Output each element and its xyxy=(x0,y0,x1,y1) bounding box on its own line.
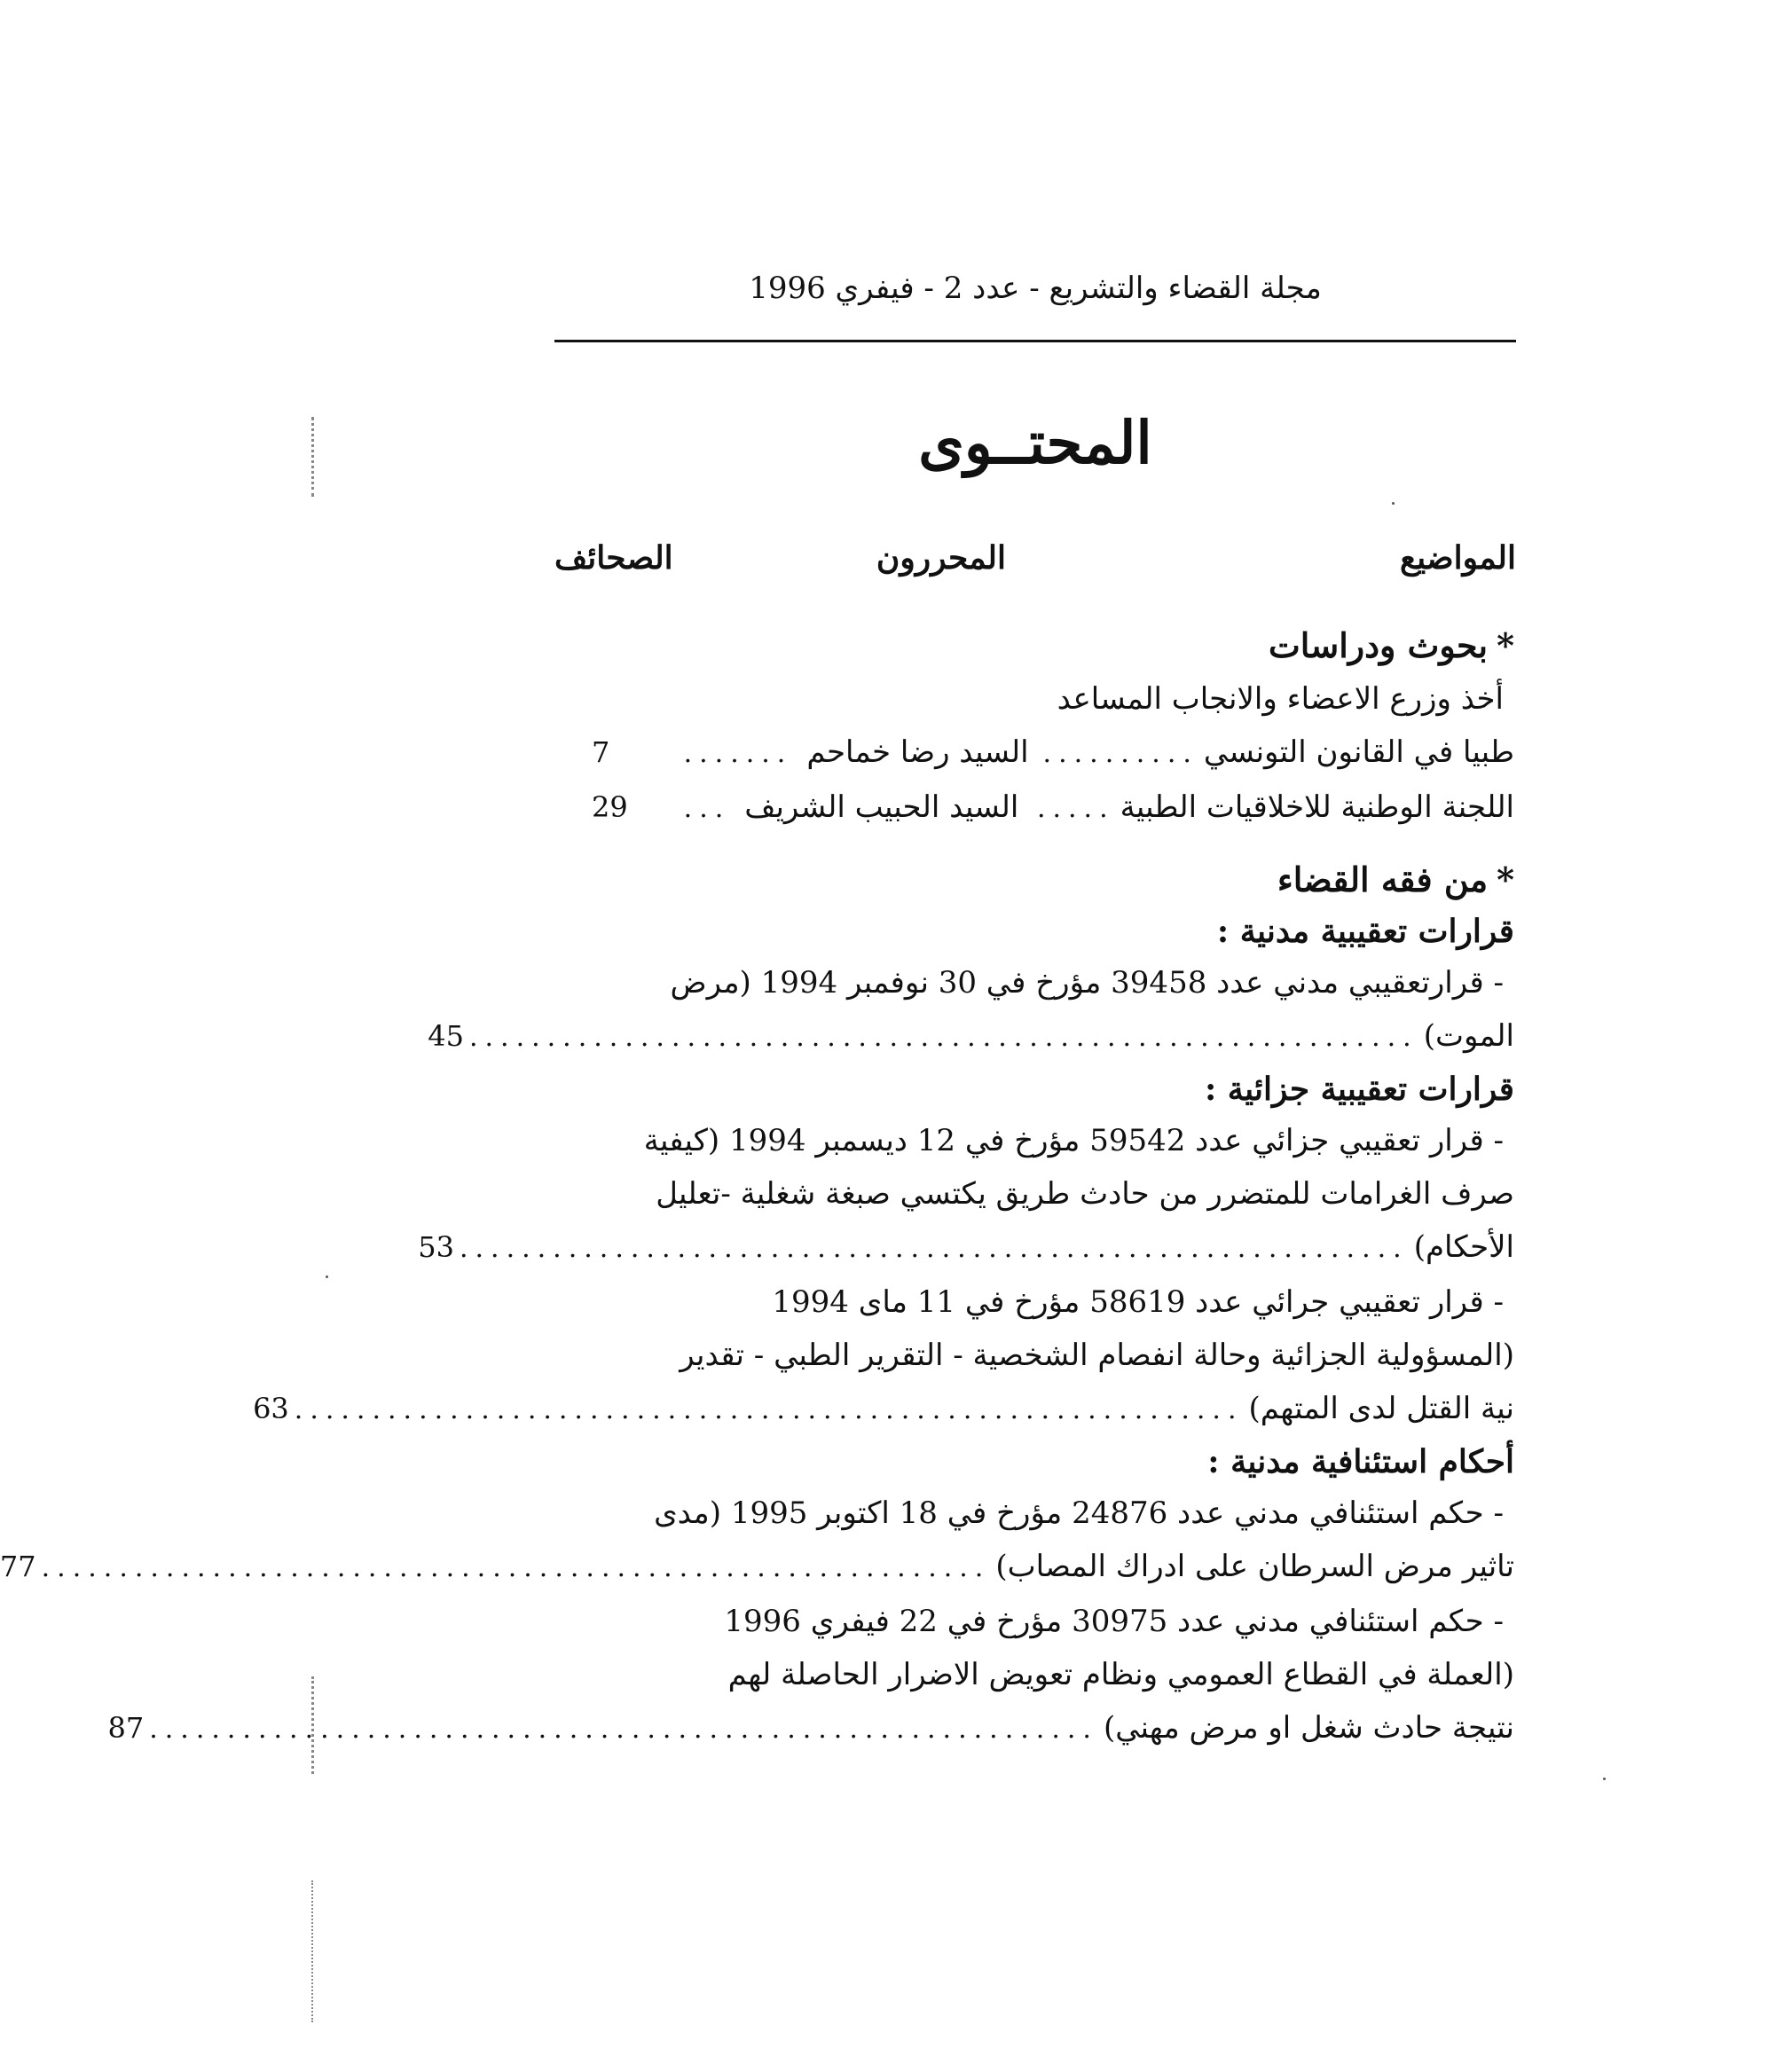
scan-speck xyxy=(326,1275,328,1278)
entry-title: اللجنة الوطنية للاخلاقيات الطبية xyxy=(1120,789,1514,825)
dot-leader: ... xyxy=(683,793,731,824)
toc-entry xyxy=(253,1382,1514,1437)
dot-leader: ............................................................. xyxy=(468,1022,1418,1053)
entry-author: السيد الحبيب الشريف xyxy=(744,789,1019,825)
page-number: 29 xyxy=(591,790,628,824)
toc-entry-line: - حكم استئنافي مدني عدد 30975 مؤرخ في 22 فيفري 1996 xyxy=(724,1604,1504,1639)
column-topics: المواضيع xyxy=(1400,539,1516,577)
column-editors: المحررون xyxy=(876,539,1006,577)
toc-entry xyxy=(592,726,1514,781)
dot-leader: ............................................................. xyxy=(294,1394,1244,1425)
entry-author: السيد رضا خماحم xyxy=(806,734,1029,770)
page-number: 53 xyxy=(418,1230,454,1264)
toc-entry-line: - قرارتعقيبي مدني عدد 39458 مؤرخ في 30 نوفمبر 1994 (مرض xyxy=(670,965,1504,1001)
subsection-civil-appeal: أحكام استئنافية مدنية : xyxy=(1207,1443,1514,1480)
page-number: 87 xyxy=(107,1711,145,1745)
entry-title: الأحكام) xyxy=(1413,1229,1514,1265)
scan-speck xyxy=(1392,502,1395,505)
dot-leader: ............................................................. xyxy=(41,1552,991,1583)
page-number: 63 xyxy=(253,1392,289,1425)
column-headers xyxy=(554,539,1516,593)
toc-entry xyxy=(428,1009,1514,1064)
dot-leader: .......... xyxy=(1042,738,1198,769)
toc-entry-line: - قرار تعقيبي جزائي عدد 59542 مؤرخ في 12 ديسمبر 1994 (كيفية xyxy=(643,1123,1504,1158)
section-heading-research: *بحوث ودراسات xyxy=(1269,625,1514,665)
dot-leader: ............................................................. xyxy=(149,1714,1098,1745)
page-title: المحتــوى xyxy=(918,408,1152,477)
toc-entry-line: صرف الغرامات للمتضرر من حادث طريق يكتسي صبغة شغلية -تعليل xyxy=(656,1176,1514,1212)
entry-title: تاثير مرض السرطان على ادراك المصاب) xyxy=(995,1549,1514,1584)
page-number: 77 xyxy=(0,1550,36,1583)
toc-entry xyxy=(107,1701,1514,1756)
contents-body xyxy=(0,612,1514,1756)
dot-leader: ..... xyxy=(1036,793,1115,824)
toc-entry-line: أخذ وزرع الاعضاء والانجاب المساعد xyxy=(1057,681,1504,717)
journal-header: مجلة القضاء والتشريع - عدد 2 - فيفري 1996 xyxy=(749,271,1322,306)
subsection-penal-cassation: قرارات تعقيبية جزائية : xyxy=(1204,1071,1514,1108)
toc-entry xyxy=(0,1540,1514,1595)
page-number: 7 xyxy=(592,735,610,769)
entry-title: نية القتل لدى المتهم) xyxy=(1248,1391,1514,1426)
subsection-civil-cassation: قرارات تعقيبية مدنية : xyxy=(1216,913,1514,950)
scan-speck xyxy=(1603,1778,1606,1780)
toc-entry-line: - قرار تعقيبي جرائي عدد 58619 مؤرخ في 11 ماى 1994 xyxy=(772,1284,1504,1320)
dot-leader: ............................................................. xyxy=(459,1233,1409,1264)
toc-entry xyxy=(418,1220,1514,1275)
scan-margin-dots xyxy=(311,417,326,497)
section-heading-jurisprudence: *من فقه القضاء xyxy=(1277,859,1514,899)
toc-entry-line: (العملة في القطاع العمومي ونظام تعويض الاضرار الحاصلة لهم xyxy=(727,1657,1514,1692)
column-pages: الصحائف xyxy=(554,539,673,577)
scan-margin-dots xyxy=(311,1880,326,2022)
toc-entry-line: (المسؤولية الجزائية وحالة انفصام الشخصية - التقرير الطبي - تقدير xyxy=(680,1338,1514,1373)
entry-title: طبيا في القانون التونسي xyxy=(1203,734,1514,770)
page-number: 45 xyxy=(428,1019,464,1053)
entry-title: نتيجة حادث شغل او مرض مهني) xyxy=(1103,1710,1514,1746)
toc-entry xyxy=(592,781,1514,836)
entry-title: الموت) xyxy=(1423,1018,1514,1054)
dot-leader: ....... xyxy=(683,738,793,769)
toc-entry-line: - حكم استئنافي مدني عدد 24876 مؤرخ في 18 اكتوبر 1995 (مدى xyxy=(654,1495,1504,1531)
header-rule xyxy=(554,340,1516,342)
